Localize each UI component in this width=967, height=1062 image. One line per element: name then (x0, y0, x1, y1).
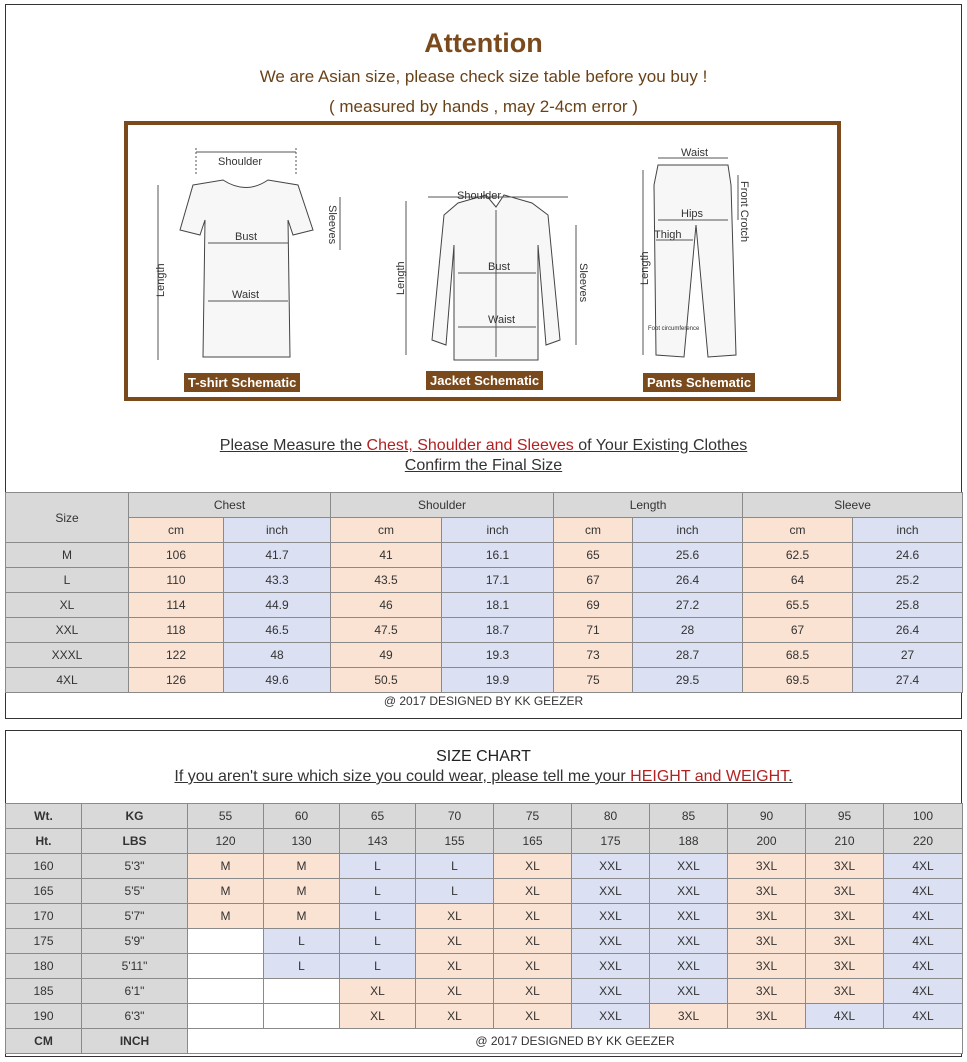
recommended-size-cell: XXL (572, 854, 650, 879)
recommended-size-cell: M (264, 904, 340, 929)
measurement-cell: 27.4 (853, 668, 963, 693)
height-cm-cell: 190 (6, 1004, 82, 1029)
height-weight-size-table (5, 803, 963, 1054)
recommended-size-cell: M (188, 854, 264, 879)
measurement-cell: 44.9 (224, 593, 331, 618)
measurement-cell: 75 (554, 668, 633, 693)
recommended-size-cell: XXL (650, 879, 728, 904)
recommended-size-cell: M (188, 879, 264, 904)
lbs-row (6, 829, 963, 854)
recommended-size-cell: 4XL (884, 854, 963, 879)
recommended-size-cell: 4XL (884, 954, 963, 979)
size-label-cell: L (6, 568, 129, 593)
kg-header: KG (82, 804, 188, 829)
size-chart-panel (5, 730, 962, 1057)
measurement-cell: 41.7 (224, 543, 331, 568)
recommended-size-cell: XXL (650, 904, 728, 929)
recommended-size-cell: XXL (650, 854, 728, 879)
jacket-shoulder-label: Shoulder (457, 190, 502, 202)
measurement-cell: 65.5 (743, 593, 853, 618)
measurement-cell: 118 (129, 618, 224, 643)
sleeve-header: Sleeve (743, 493, 963, 518)
height-inch-cell: 6'1" (82, 979, 188, 1004)
measure-instruction (6, 437, 961, 455)
measurement-cell: 43.5 (331, 568, 442, 593)
measurement-cell: 64 (743, 568, 853, 593)
pants-length-label: Length (639, 251, 651, 285)
recommended-size-cell: XL (494, 954, 572, 979)
measurement-cell: 49.6 (224, 668, 331, 693)
tshirt-shoulder-label: Shoulder (218, 156, 263, 168)
recommended-size-cell: XL (416, 904, 494, 929)
measurement-cell: 126 (129, 668, 224, 693)
measurement-cell: 19.9 (442, 668, 554, 693)
size-label-cell: XXL (6, 618, 129, 643)
height-inch-cell: 5'5" (82, 879, 188, 904)
lbs-value-cell: 200 (728, 829, 806, 854)
lbs-value-cell: 155 (416, 829, 494, 854)
measure-post-text: of Your Existing Clothes (573, 437, 748, 454)
inch-footer: INCH (82, 1029, 188, 1054)
height-cm-cell: 180 (6, 954, 82, 979)
chest-header: Chest (129, 493, 331, 518)
measurement-cell: 28 (633, 618, 743, 643)
recommended-size-cell (264, 1004, 340, 1029)
recommended-size-cell (188, 1004, 264, 1029)
recommended-size-cell (188, 929, 264, 954)
recommended-size-cell: 3XL (728, 904, 806, 929)
size-measurement-table (5, 492, 963, 693)
kg-value-cell: 70 (416, 804, 494, 829)
recommended-size-cell: M (264, 854, 340, 879)
lbs-value-cell: 220 (884, 829, 963, 854)
recommended-size-cell: 4XL (884, 1004, 963, 1029)
size-header: Size (6, 493, 129, 543)
recommended-size-cell: 3XL (806, 954, 884, 979)
table-row (6, 979, 963, 1004)
unit-header-inch: inch (442, 518, 554, 543)
kg-value-cell: 80 (572, 804, 650, 829)
recommended-size-cell: L (340, 904, 416, 929)
table-row (6, 1004, 963, 1029)
measurement-cell: 47.5 (331, 618, 442, 643)
recommended-size-cell: XL (416, 954, 494, 979)
table-row (6, 568, 963, 593)
height-cm-cell: 170 (6, 904, 82, 929)
kg-value-cell: 55 (188, 804, 264, 829)
recommended-size-cell: XL (340, 1004, 416, 1029)
size-info-panel (5, 4, 962, 719)
kg-row (6, 804, 963, 829)
recommended-size-cell: XXL (650, 979, 728, 1004)
measurement-cell: 73 (554, 643, 633, 668)
recommended-size-cell: XXL (572, 1004, 650, 1029)
recommended-size-cell: XL (416, 929, 494, 954)
table-row (6, 854, 963, 879)
measurement-cell: 46 (331, 593, 442, 618)
recommended-size-cell: M (188, 904, 264, 929)
height-inch-cell: 5'11" (82, 954, 188, 979)
kg-value-cell: 60 (264, 804, 340, 829)
unit-header-inch: inch (853, 518, 963, 543)
kg-value-cell: 65 (340, 804, 416, 829)
attention-title: Attention (424, 28, 543, 58)
pants-thigh-label: Thigh (654, 229, 682, 241)
height-cm-cell: 185 (6, 979, 82, 1004)
measurement-error-note: ( measured by hands , may 2-4cm error ) (329, 97, 638, 116)
lbs-value-cell: 120 (188, 829, 264, 854)
recommended-size-cell: XL (416, 1004, 494, 1029)
recommended-size-cell: 4XL (884, 979, 963, 1004)
recommended-size-cell: 3XL (806, 879, 884, 904)
table-row (6, 618, 963, 643)
recommended-size-cell: L (416, 879, 494, 904)
kg-value-cell: 75 (494, 804, 572, 829)
lbs-header: LBS (82, 829, 188, 854)
recommended-size-cell: XXL (572, 929, 650, 954)
recommended-size-cell: 3XL (728, 879, 806, 904)
height-cm-cell: 175 (6, 929, 82, 954)
pants-schematic-label: Pants Schematic (643, 373, 755, 392)
size-chart-title: SIZE CHART (436, 748, 531, 765)
size-label-cell: M (6, 543, 129, 568)
jacket-schematic-label: Jacket Schematic (426, 371, 543, 390)
tshirt-schematic-label: T-shirt Schematic (184, 373, 300, 392)
recommended-size-cell (264, 979, 340, 1004)
unit-header-cm: cm (331, 518, 442, 543)
recommended-size-cell (188, 954, 264, 979)
pants-hips-label: Hips (681, 208, 704, 220)
recommended-size-cell: L (416, 854, 494, 879)
subtitle-highlight-text: HEIGHT and WEIGHT (630, 768, 789, 785)
measurement-cell: 67 (554, 568, 633, 593)
recommended-size-cell: 3XL (806, 854, 884, 879)
size-chart-credit: @ 2017 DESIGNED BY KK GEEZER (188, 1029, 963, 1054)
recommended-size-cell: L (340, 954, 416, 979)
unit-header-cm: cm (129, 518, 224, 543)
unit-header-cm: cm (743, 518, 853, 543)
kg-value-cell: 95 (806, 804, 884, 829)
subtitle-post-text: . (788, 768, 793, 785)
tshirt-length-label: Length (155, 263, 167, 297)
table-row (6, 929, 963, 954)
recommended-size-cell: L (340, 879, 416, 904)
measurement-cell: 18.7 (442, 618, 554, 643)
measurement-cell: 114 (129, 593, 224, 618)
recommended-size-cell: 3XL (650, 1004, 728, 1029)
recommended-size-cell: XL (494, 1004, 572, 1029)
table-row (6, 543, 963, 568)
height-inch-cell: 5'3" (82, 854, 188, 879)
jacket-length-label: Length (395, 261, 407, 295)
length-header: Length (554, 493, 743, 518)
size-label-cell: XL (6, 593, 129, 618)
measurement-cell: 46.5 (224, 618, 331, 643)
recommended-size-cell: 3XL (806, 979, 884, 1004)
table-row (6, 593, 963, 618)
measurement-cell: 43.3 (224, 568, 331, 593)
measurement-cell: 25.8 (853, 593, 963, 618)
measurement-cell: 24.6 (853, 543, 963, 568)
measure-highlight-text: Chest, Shoulder and Sleeves (366, 437, 574, 454)
measurement-cell: 25.2 (853, 568, 963, 593)
recommended-size-cell: M (264, 879, 340, 904)
size-table-credit: @ 2017 DESIGNED BY KK GEEZER (383, 694, 584, 708)
measurement-cell: 17.1 (442, 568, 554, 593)
unit-header-inch: inch (224, 518, 331, 543)
measurement-cell: 69.5 (743, 668, 853, 693)
recommended-size-cell: XXL (572, 954, 650, 979)
subtitle-pre-text: If you aren't sure which size you could wear, please tell me your (174, 768, 631, 785)
kg-value-cell: 90 (728, 804, 806, 829)
tshirt-bust-label: Bust (235, 231, 258, 243)
recommended-size-cell: XL (494, 979, 572, 1004)
recommended-size-cell: XL (494, 854, 572, 879)
lbs-value-cell: 143 (340, 829, 416, 854)
measurement-cell: 68.5 (743, 643, 853, 668)
pants-foot-label: Foot circumference (648, 326, 700, 332)
measurement-cell: 71 (554, 618, 633, 643)
recommended-size-cell: 3XL (728, 1004, 806, 1029)
clothing-schematic-illustration (128, 125, 837, 397)
recommended-size-cell (188, 979, 264, 1004)
recommended-size-cell: 4XL (884, 929, 963, 954)
measurement-cell: 62.5 (743, 543, 853, 568)
height-inch-cell: 6'3" (82, 1004, 188, 1029)
measurement-cell: 69 (554, 593, 633, 618)
lbs-value-cell: 130 (264, 829, 340, 854)
recommended-size-cell: XXL (572, 904, 650, 929)
recommended-size-cell: 3XL (728, 979, 806, 1004)
lbs-value-cell: 210 (806, 829, 884, 854)
recommended-size-cell: XL (494, 929, 572, 954)
recommended-size-cell: 4XL (884, 879, 963, 904)
confirm-size-instruction: Confirm the Final Size (404, 457, 563, 474)
tshirt-waist-label: Waist (232, 289, 260, 301)
recommended-size-cell: 4XL (884, 904, 963, 929)
tshirt-sleeves-label: Sleeves (326, 205, 338, 245)
recommended-size-cell: XL (494, 879, 572, 904)
recommended-size-cell: 3XL (728, 929, 806, 954)
jacket-bust-label: Bust (488, 261, 511, 273)
measurement-cell: 48 (224, 643, 331, 668)
lbs-value-cell: 188 (650, 829, 728, 854)
lbs-value-cell: 165 (494, 829, 572, 854)
recommended-size-cell: L (340, 854, 416, 879)
shoulder-header: Shoulder (331, 493, 554, 518)
recommended-size-cell: 3XL (728, 954, 806, 979)
recommended-size-cell: 3XL (806, 929, 884, 954)
measurement-cell: 25.6 (633, 543, 743, 568)
recommended-size-cell: L (264, 954, 340, 979)
pants-front-crotch-label: Front Crotch (738, 181, 750, 243)
lbs-value-cell: 175 (572, 829, 650, 854)
measurement-cell: 65 (554, 543, 633, 568)
measurement-cell: 26.4 (853, 618, 963, 643)
recommended-size-cell: XXL (572, 879, 650, 904)
size-chart-subtitle (6, 768, 961, 786)
schematic-frame (124, 121, 841, 401)
measurement-cell: 110 (129, 568, 224, 593)
measurement-cell: 50.5 (331, 668, 442, 693)
measurement-cell: 16.1 (442, 543, 554, 568)
height-header: Ht. (6, 829, 82, 854)
measurement-cell: 18.1 (442, 593, 554, 618)
measurement-cell: 49 (331, 643, 442, 668)
jacket-waist-label: Waist (488, 314, 516, 326)
recommended-size-cell: 3XL (728, 854, 806, 879)
height-cm-cell: 160 (6, 854, 82, 879)
measurement-cell: 41 (331, 543, 442, 568)
measurement-cell: 19.3 (442, 643, 554, 668)
unit-header-inch: inch (633, 518, 743, 543)
asian-size-notice: We are Asian size, please check size table before you buy ! (259, 67, 708, 86)
height-inch-cell: 5'9" (82, 929, 188, 954)
recommended-size-cell: XXL (572, 979, 650, 1004)
recommended-size-cell: 3XL (806, 904, 884, 929)
unit-row (6, 518, 963, 543)
unit-header-cm: cm (554, 518, 633, 543)
recommended-size-cell: 4XL (806, 1004, 884, 1029)
measurement-cell: 27 (853, 643, 963, 668)
pants-waist-label: Waist (681, 147, 709, 159)
height-inch-cell: 5'7" (82, 904, 188, 929)
measurement-cell: 26.4 (633, 568, 743, 593)
recommended-size-cell: XL (340, 979, 416, 1004)
table-row (6, 879, 963, 904)
cm-footer: CM (6, 1029, 82, 1054)
measurement-cell: 67 (743, 618, 853, 643)
weight-header: Wt. (6, 804, 82, 829)
recommended-size-cell: XL (416, 979, 494, 1004)
jacket-sleeves-label: Sleeves (577, 263, 589, 303)
table-row (6, 643, 963, 668)
recommended-size-cell: XL (494, 904, 572, 929)
measurement-cell: 29.5 (633, 668, 743, 693)
measurement-cell: 27.2 (633, 593, 743, 618)
table-row (6, 904, 963, 929)
recommended-size-cell: XXL (650, 954, 728, 979)
measure-pre-text: Please Measure the (219, 437, 367, 454)
recommended-size-cell: L (340, 929, 416, 954)
kg-value-cell: 85 (650, 804, 728, 829)
measurement-cell: 106 (129, 543, 224, 568)
height-cm-cell: 165 (6, 879, 82, 904)
table-row (6, 954, 963, 979)
measurement-cell: 28.7 (633, 643, 743, 668)
size-label-cell: XXXL (6, 643, 129, 668)
recommended-size-cell: L (264, 929, 340, 954)
kg-value-cell: 100 (884, 804, 963, 829)
size-label-cell: 4XL (6, 668, 129, 693)
table-row (6, 668, 963, 693)
recommended-size-cell: XXL (650, 929, 728, 954)
unit-footer-row (6, 1029, 963, 1054)
measurement-cell: 122 (129, 643, 224, 668)
